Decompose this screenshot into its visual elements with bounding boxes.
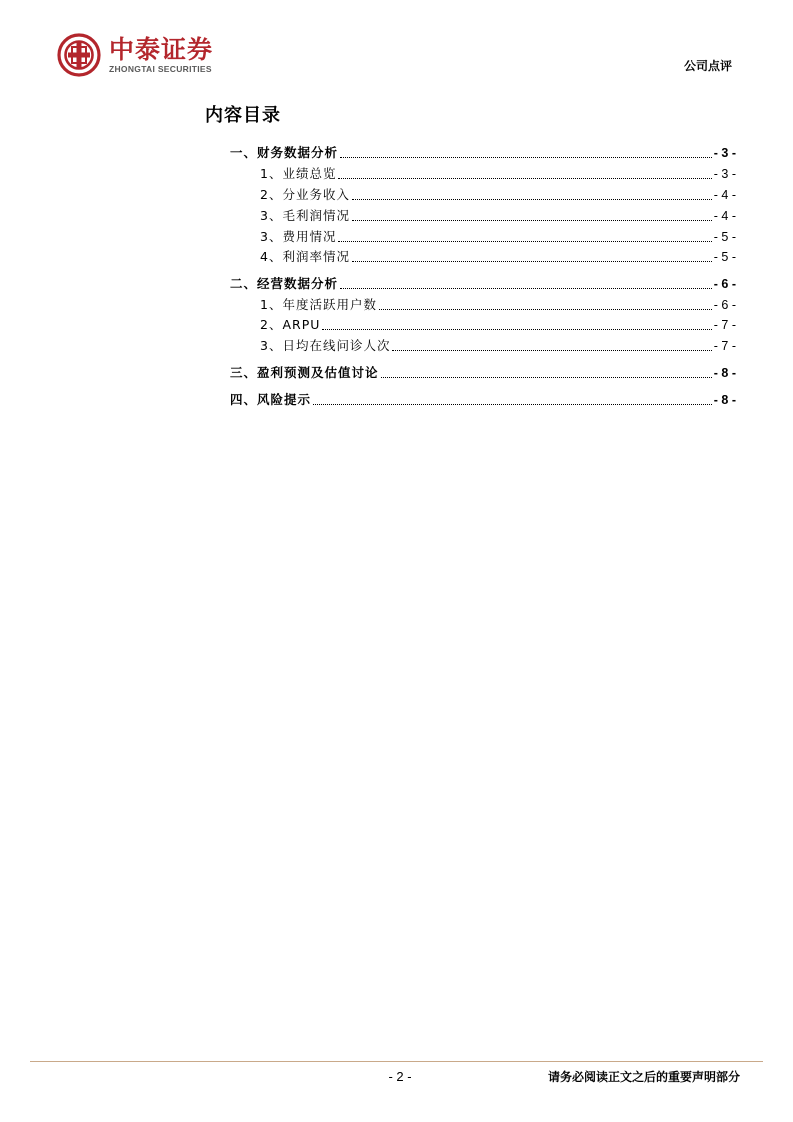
document-type-label: 公司点评 <box>683 59 732 73</box>
toc-entry-section-1-2[interactable] <box>260 186 736 204</box>
toc-entry-section-1-3[interactable] <box>260 207 736 225</box>
toc-dot-leader <box>352 199 712 200</box>
toc-entry-section-4[interactable] <box>230 391 736 409</box>
toc-entry-label: 3、毛利润情况 <box>260 208 350 223</box>
toc-entry-label: 2、分业务收入 <box>260 187 350 202</box>
toc-dot-leader <box>381 377 712 378</box>
toc-entry-page: - 3 - <box>713 146 736 160</box>
toc-entry-section-2-2[interactable] <box>260 316 736 334</box>
toc-entry-page: - 6 - <box>713 298 736 312</box>
toc-entry-label: 2、ARPU <box>260 317 321 332</box>
toc-entry-section-2[interactable] <box>230 275 736 293</box>
footer-divider <box>30 1061 763 1062</box>
toc-entry-section-1[interactable] <box>230 144 736 162</box>
company-logo <box>57 32 213 78</box>
toc-entry-page: - 8 - <box>713 366 736 380</box>
toc-entry-page: - 4 - <box>713 209 736 223</box>
toc-entry-label: 一、财务数据分析 <box>230 145 339 160</box>
zhongtai-logo-icon <box>57 33 101 77</box>
toc-entry-label: 二、经营数据分析 <box>230 276 339 291</box>
toc-dot-leader <box>338 241 711 242</box>
toc-dot-leader <box>352 220 712 221</box>
toc-entry-label: 1、业绩总览 <box>260 166 337 181</box>
toc-dot-leader <box>379 309 712 310</box>
toc-dot-leader <box>313 404 712 405</box>
toc-entry-page: - 3 - <box>713 167 736 181</box>
toc-dot-leader <box>338 178 711 179</box>
toc-entry-page: - 4 - <box>713 188 736 202</box>
toc-entry-label: 3、费用情况 <box>260 229 337 244</box>
toc-entry-page: - 5 - <box>713 230 736 244</box>
toc-entry-section-1-1[interactable] <box>260 165 736 183</box>
toc-entry-page: - 7 - <box>713 318 736 332</box>
toc-dot-leader <box>352 261 712 262</box>
toc-entry-label: 4、利润率情况 <box>260 249 350 264</box>
toc-dot-leader <box>392 350 711 351</box>
toc-entry-page: - 7 - <box>713 339 736 353</box>
logo-name-cn: 中泰证券 <box>109 35 214 64</box>
toc-entry-label: 1、年度活跃用户数 <box>260 297 377 312</box>
toc-entry-page: - 5 - <box>713 250 736 264</box>
toc-entry-label: 3、日均在线问诊人次 <box>260 338 391 353</box>
logo-name-en: ZHONGTAI SECURITIES <box>109 64 212 74</box>
page-number: - 2 - <box>388 1069 412 1084</box>
toc-entry-section-1-4[interactable] <box>260 228 736 246</box>
toc-dot-leader <box>340 157 712 158</box>
toc-dot-leader <box>340 288 712 289</box>
toc-entry-label: 三、盈利预测及估值讨论 <box>230 365 379 380</box>
toc-entry-page: - 8 - <box>713 393 736 407</box>
toc-entry-label: 四、风险提示 <box>230 392 312 407</box>
toc-entry-section-2-3[interactable] <box>260 337 736 355</box>
toc-dot-leader <box>322 329 711 330</box>
toc-entry-section-2-1[interactable] <box>260 296 736 314</box>
toc-entry-page: - 6 - <box>713 277 736 291</box>
toc-title: 内容目录 <box>205 105 281 126</box>
toc-entry-section-1-5[interactable] <box>260 248 736 266</box>
toc-entry-section-3[interactable] <box>230 364 736 382</box>
disclaimer-note: 请务必阅读正文之后的重要声明部分 <box>547 1070 740 1084</box>
